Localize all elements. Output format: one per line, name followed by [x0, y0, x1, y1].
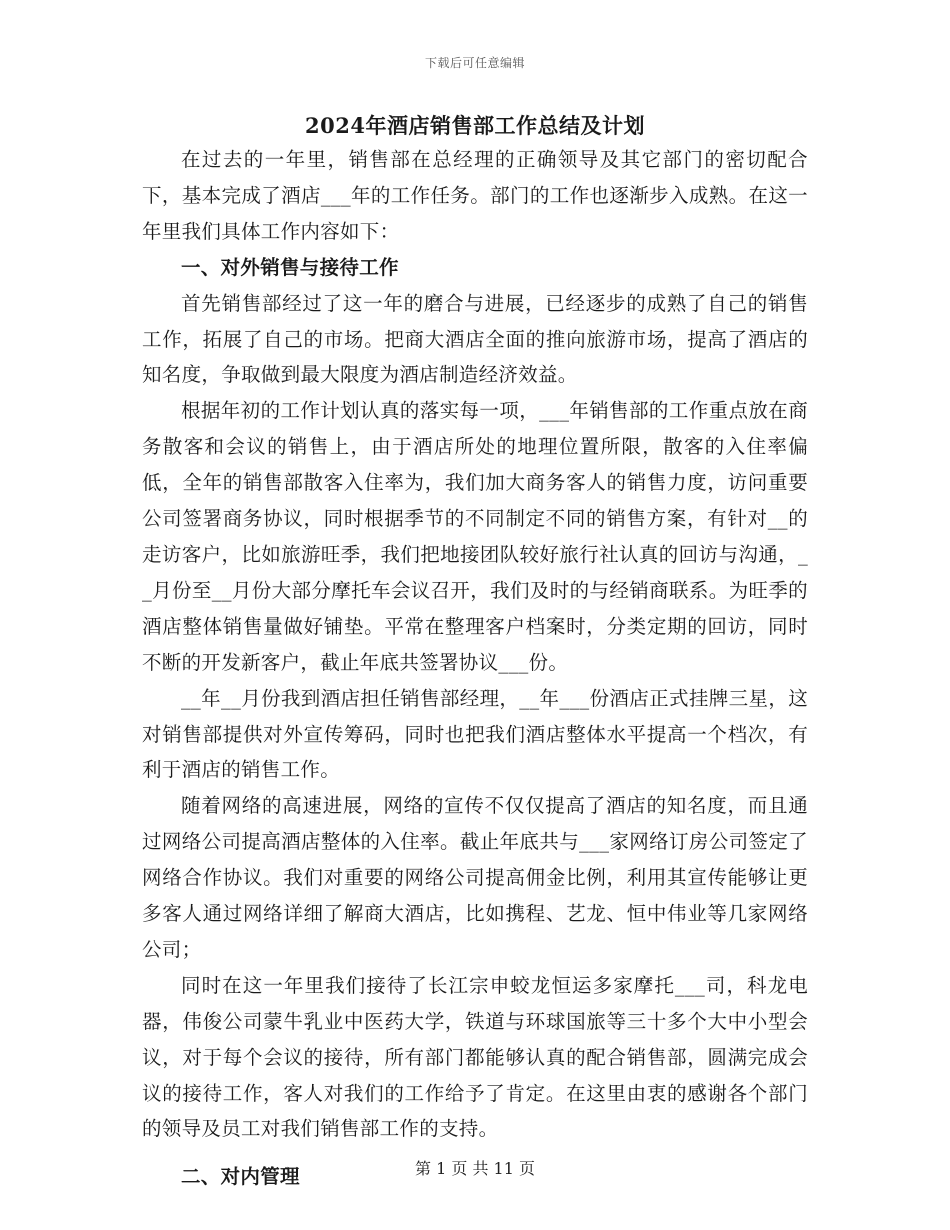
paragraph: 同时在这一年里我们接待了长江宗申蛟龙恒运多家摩托___司，科龙电器，伟俊公司蒙牛乳业中医药大学，铁道与环球国旅等三十多个大中小型会议，对于每个会议的接待，所有部门都能够认真的配合销售部，圆满完成会议的接待工作，客人对我们的工作给予了肯定。在这里由衷的感谢各个部门的领导及员工对我们销售部工作的支持。	[142, 973, 808, 1141]
header-note: 下载后可任意编辑	[424, 56, 525, 70]
page-number: 第 1 页 共 11 页	[415, 1159, 535, 1178]
paragraph: 首先销售部经过了这一年的磨合与进展，已经逐步的成熟了自己的销售工作，拓展了自己的市场。把商大酒店全面的推向旅游市场，提高了酒店的知名度，争取做到最大限度为酒店制造经济效益。	[142, 291, 808, 387]
section-heading-internal-management: 二、对内管理	[181, 1165, 300, 1189]
paragraph: 随着网络的高速进展，网络的宣传不仅仅提高了酒店的知名度，而且通过网络公司提高酒店整体的入住率。截止年底共与___家网络订房公司签定了网络合作协议。我们对重要的网络公司提高佣金比例，利用其宣传能够让更多客人通过网络详细了解商大酒店，比如携程、艺龙、恒中伟业等几家网络公司；	[142, 794, 808, 961]
section-heading-external-sales: 一、对外销售与接待工作	[181, 255, 399, 279]
document-body	[142, 142, 808, 1195]
intro-paragraph: 在过去的一年里，销售部在总经理的正确领导及其它部门的密切配合下，基本完成了酒店___年的工作任务。部门的工作也逐渐步入成熟。在这一年里我们具体工作内容如下：	[142, 148, 808, 243]
paragraph: 根据年初的工作计划认真的落实每一项，___年销售部的工作重点放在商务散客和会议的销售上，由于酒店所处的地理位置所限，散客的入住率偏低，全年的销售部散客入住率为，我们加大商务客人的销售力度，访问重要公司签署商务协议，同时根据季节的不同制定不同的销售方案，有针对__的走访客户，比如旅游旺季，我们把地接团队较好旅行社认真的回访与沟通，__月份至__月份大部分摩托车会议召开，我们及时的与经销商联系。为旺季的酒店整体销售量做好铺垫。平常在整理客户档案时，分类定期的回访，同时不断的开发新客户，截止年底共签署协议___份。	[142, 399, 808, 674]
paragraph: __年__月份我到酒店担任销售部经理，__年___份酒店正式挂牌三星，这对销售部提供对外宣传筹码，同时也把我们酒店整体水平提高一个档次，有利于酒店的销售工作。	[142, 686, 808, 782]
document-title: 2024年酒店销售部工作总结及计划	[305, 113, 645, 138]
